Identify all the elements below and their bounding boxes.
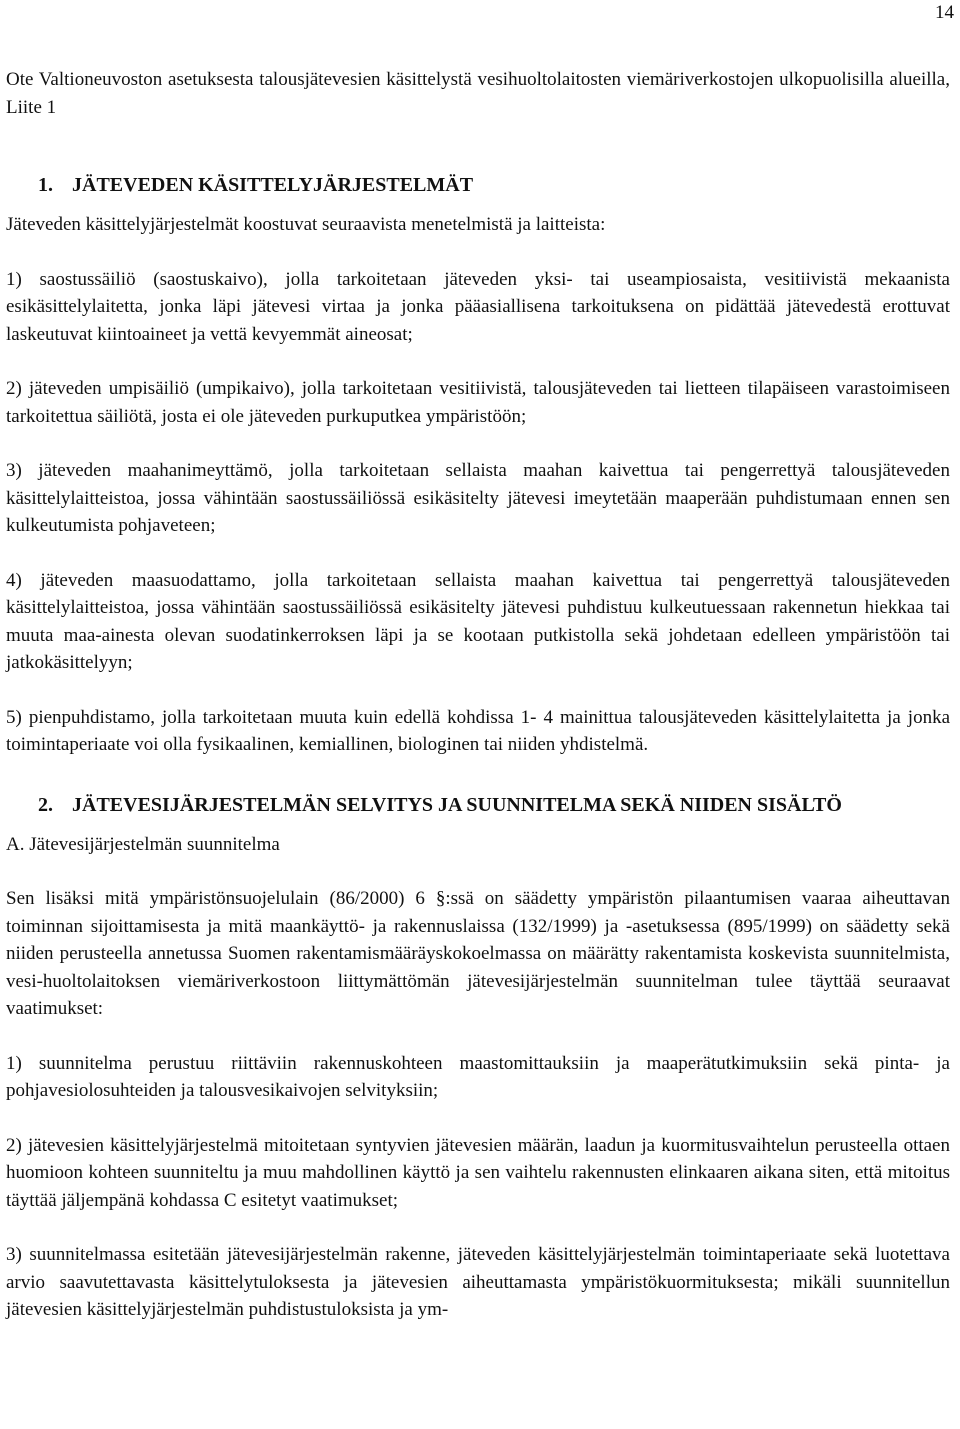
section-1-lead: Jäteveden käsittelyjärjestelmät koostuvat seuraavista menetelmistä ja laitteista: <box>6 214 606 235</box>
section-2-number: 2. <box>38 793 53 816</box>
section-1-number: 1. <box>38 174 53 196</box>
page-number: 14 <box>935 2 954 23</box>
section-2-item-2: 2) jätevesien käsittelyjärjestelmä mitoitetaan syntyvien jätevesien määrän, laadun ja kuormitusvaihtelun perusteella ottaen huomioon kohteen suunniteltu ja muu mahdollinen käyttö ja sen vaihtelu rakennusten elinkaaren aikana siten, että mitoitus täyttää jäljempänä kohdassa C esitetyt vaatimukset; <box>6 1134 950 1211</box>
section-2-lead: Sen lisäksi mitä ympäristönsuojelulain (86/2000) 6 §:ssä on säädetty ympäristön pilaantumisen vaaraa aiheuttavan toiminnan sijoittamisesta ja mitä maankäyttö- ja rakennuslaissa (132/1999) ja -asetuksessa (895/1999) on säädetty sekä niiden perusteella annetussa Suomen rakentamismääräyskokoelmassa on määrätty rakentamista koskevista suunnitelmista, vesi-huoltolaitoksen viemäriverkostoon liittymättömän jätevesijärjestelmän suunnitelman tulee täyttää seuraavat vaatimukset: <box>6 888 950 1019</box>
section-1-heading <box>6 169 950 201</box>
intro-paragraph: Ote Valtioneuvoston asetuksesta talousjätevesien käsittelystä vesihuoltolaitosten viemäriverkostojen ulkopuolisilla alueilla, Liite 1 <box>6 69 950 118</box>
section-2-subheading: A. Jätevesijärjestelmän suunnitelma <box>6 833 280 855</box>
section-1-item-1: 1) saostussäiliö (saostuskaivo), jolla tarkoitetaan jäteveden yksi- tai useampiosaista, vesitiivistä mekaanista esikäsittelylaitetta, jonka läpi jätevesi virtaa ja jonka pääasiallisena tarkoituksena on pidättää jätevedestä erottuvat laskeutuvat kiintoaineet ja vettä kevyemmät aineosat; <box>6 268 950 345</box>
section-2-title: JÄTEVESIJÄRJESTELMÄN SELVITYS JA SUUNNITELMA SEKÄ NIIDEN SISÄLTÖ <box>72 793 842 816</box>
section-2-item-3: 3) suunnitelmassa esitetään jätevesijärjestelmän rakenne, jäteveden käsittelyjärjestelmän toimintaperiaate sekä luotettava arvio saavutettavasta käsittelytuloksesta ja jätevesien aiheuttamasta ympäristökuormituksesta; mikäli suunnitellun jätevesien käsittelyjärjestelmän puhdistustuloksista ja ym- <box>6 1244 950 1320</box>
section-2-heading <box>6 789 950 821</box>
section-1-title: JÄTEVEDEN KÄSITTELYJÄRJESTELMÄT <box>72 174 474 196</box>
section-1-item-2: 2) jäteveden umpisäiliö (umpikaivo), jolla tarkoitetaan vesitiivistä, talousjäteveden tai lietteen tilapäiseen varastoimiseen tarkoitettua säiliötä, josta ei ole jäteveden purkuputkea ympäristöön; <box>6 378 950 427</box>
document-body <box>6 66 950 1324</box>
section-2-item-1: 1) suunnitelma perustuu riittäviin rakennuskohteen maastomittauksiin ja maaperätutkimuksiin sekä pinta- ja pohjavesiolosuhteiden ja talousvesikaivojen selvityksiin; <box>6 1052 950 1101</box>
section-1-item-5: 5) pienpuhdistamo, jolla tarkoitetaan muuta kuin edellä kohdissa 1- 4 mainittua talousjäteveden käsittelylaitetta ja jonka toimintaperiaate voi olla fysikaalinen, kemiallinen, biologinen tai niiden yhdistelmä. <box>6 706 950 755</box>
section-1-item-4: 4) jäteveden maasuodattamo, jolla tarkoitetaan sellaista maahan kaivettua tai pengerrettyä talousjäteveden käsittelylaitteistoa, jossa vähintään saostussäiliössä esikäsitelty jätevesi puhdistuu kulkeutuessaan rakennetun hiekkaa tai muuta maa-ainesta olevan suodatinkerroksen läpi ja se kootaan putkistolla sekä johdetaan edelleen ympäristöön tai jatkokäsittelyyn; <box>6 569 950 673</box>
section-1-item-3: 3) jäteveden maahanimeyttämö, jolla tarkoitetaan sellaista maahan kaivettua tai pengerrettyä talousjäteveden käsittelylaitteistoa, jossa vähintään saostussäiliössä esikäsitelty jätevesi imeytetään maaperään puhdistumaan ennen sen kulkeutumista pohjaveteen; <box>6 460 950 536</box>
